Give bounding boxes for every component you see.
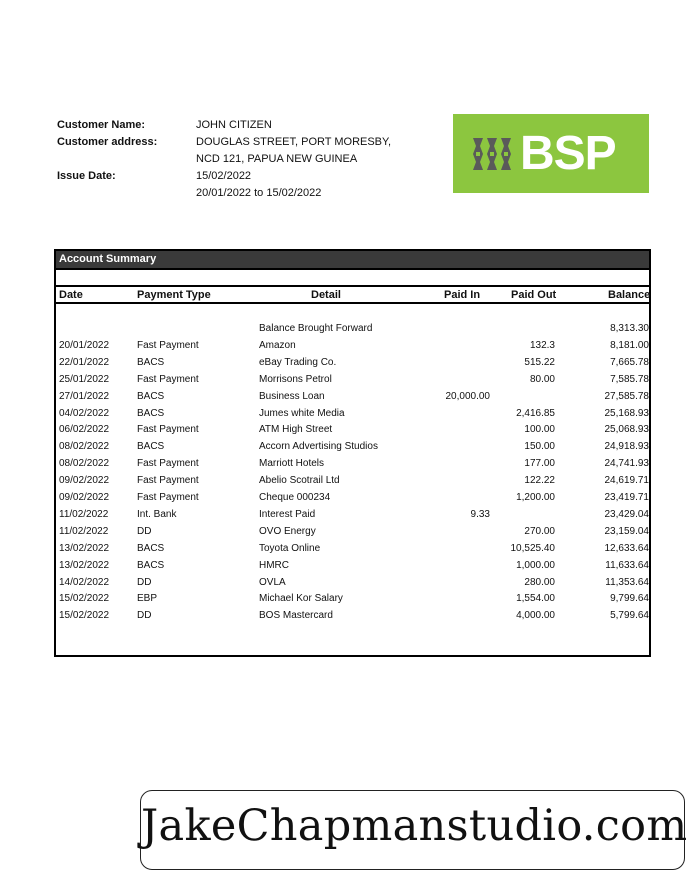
customer-address-line1: DOUGLAS STREET, PORT MORESBY, [196,136,391,148]
cell-date: 06/02/2022 [59,424,110,436]
cell-date: 08/02/2022 [59,441,110,453]
cell-detail: Cheque 000234 [259,492,331,503]
cell-payment-type: BACS [137,559,165,571]
cell-paid-out: 4,000.00 [516,610,555,622]
cell-detail: ATM High Street [259,424,333,436]
header-balance: Balance [608,289,651,301]
cell-balance: 27,585.78 [604,390,649,402]
cell-date: 08/02/2022 [59,458,110,470]
cell-paid-out: 10,525.40 [510,542,555,554]
cell-balance: 24,619.71 [604,475,649,487]
header-payment-type: Payment Type [137,289,211,301]
cell-detail: eBay Trading Co. [259,356,337,368]
cell-balance: 7,585.78 [610,373,649,385]
cell-paid-out: 1,554.00 [516,593,555,605]
cell-paid-out: 122.22 [524,475,555,487]
cell-date: 04/02/2022 [59,407,110,419]
cell-balance: 23,159.04 [604,525,649,537]
cell-balance: 23,429.04 [604,508,649,520]
cell-date: 25/01/2022 [59,373,110,385]
cell-balance: 5,799.64 [610,610,649,622]
header-top-rule [56,285,649,287]
cell-paid-in: 20,000.00 [445,390,490,402]
cell-balance: 25,068.93 [604,424,649,436]
cell-date: 09/02/2022 [59,492,110,503]
cell-detail: Interest Paid [259,508,316,520]
cell-payment-type: DD [137,610,152,622]
cell-date: 27/01/2022 [59,390,110,402]
cell-payment-type: Fast Payment [137,424,199,436]
cell-payment-type: Fast Payment [137,475,199,487]
cell-detail: Accorn Advertising Studios [259,441,378,453]
watermark-banner [140,790,688,870]
cell-date: 15/02/2022 [59,610,110,622]
cell-balance: 24,918.93 [604,441,649,453]
cell-payment-type: Fast Payment [137,458,199,470]
cell-payment-type: Fast Payment [137,373,199,385]
cell-payment-type: BACS [137,390,165,402]
cell-paid-out: 150.00 [524,441,555,453]
cell-detail: Balance Brought Forward [259,323,373,334]
cell-payment-type: Int. Bank [137,508,177,520]
cell-balance: 11,633.64 [605,559,649,571]
cell-payment-type: BACS [137,407,165,419]
cell-balance: 8,181.00 [610,339,649,351]
cell-detail: Michael Kor Salary [259,593,343,605]
cell-balance: 25,168.93 [604,407,649,419]
cell-detail: Marriott Hotels [259,458,325,470]
header-detail: Detail [311,289,341,301]
account-summary-title: Account Summary [56,251,649,268]
cell-date: 14/02/2022 [59,576,110,588]
cell-detail: Toyota Online [259,542,321,554]
header-paid-out: Paid Out [511,289,557,301]
cell-paid-out: 2,416.85 [516,407,555,419]
cell-paid-out: 270.00 [524,525,555,537]
cell-detail: Abelio Scotrail Ltd [259,475,340,487]
cell-balance: 24,741.93 [604,458,649,470]
customer-name-value: JOHN CITIZEN [196,119,272,131]
account-summary-table [54,249,651,657]
cell-date: 13/02/2022 [59,542,110,554]
cell-paid-out: 80.00 [529,373,555,385]
cell-payment-type: BACS [137,356,165,368]
cell-balance: 11,353.64 [605,576,649,588]
title-rule [56,268,649,270]
watermark-text: JakeChapmanstudio.com [141,801,688,851]
cell-date: 13/02/2022 [59,559,110,571]
cell-date: 15/02/2022 [59,593,110,605]
header-bottom-rule [56,302,649,304]
cell-detail: OVLA [259,576,286,588]
cell-payment-type: DD [137,525,152,537]
cell-payment-type: Fast Payment [137,339,199,351]
cell-paid-out: 1,000.00 [516,559,555,571]
cell-payment-type: BACS [137,542,165,554]
header-paid-in: Paid In [444,289,481,301]
cell-detail: Amazon [259,339,296,351]
cell-detail: BOS Mastercard [259,610,333,622]
cell-date: 22/01/2022 [59,356,110,368]
cell-payment-type: Fast Payment [137,492,199,503]
cell-detail: Business Loan [259,390,325,402]
cell-paid-in: 9.33 [470,508,490,520]
cell-balance: 9,799.64 [610,593,649,605]
cell-date: 20/01/2022 [59,339,110,351]
header-date: Date [59,289,83,301]
cell-detail: Jumes white Media [259,407,345,419]
cell-detail: OVO Energy [259,525,316,537]
issue-date-value: 15/02/2022 [196,170,252,182]
cell-balance: 7,665.78 [610,356,649,368]
cell-payment-type: DD [137,576,152,588]
cell-detail: HMRC [259,559,289,571]
customer-address-line2: NCD 121, PAPUA NEW GUINEA [196,153,358,165]
statement-period: 20/01/2022 to 15/02/2022 [196,187,322,199]
cell-payment-type: BACS [137,441,165,453]
issue-date-label: Issue Date: [57,170,116,182]
cell-balance: 8,313.30 [610,323,649,334]
cell-detail: Morrisons Petrol [259,373,332,385]
cell-paid-out: 177.00 [524,458,555,470]
cell-balance: 12,633.64 [604,542,649,554]
cell-paid-out: 280.00 [524,576,555,588]
cell-date: 11/02/2022 [59,525,109,537]
cell-date: 11/02/2022 [59,508,109,520]
cell-paid-out: 132.3 [529,339,555,351]
bsp-logo-text: BSP [520,127,616,180]
bsp-emblem-icon [471,136,515,172]
cell-paid-out: 1,200.00 [516,492,555,503]
customer-address-label: Customer address: [57,136,158,148]
cell-paid-out: 100.00 [524,424,555,436]
cell-paid-out: 515.22 [524,356,555,368]
cell-balance: 23,419.71 [604,492,649,503]
cell-date: 09/02/2022 [59,475,110,487]
cell-payment-type: EBP [137,593,158,605]
bsp-logo [453,114,649,193]
customer-name-label: Customer Name: [57,119,146,131]
